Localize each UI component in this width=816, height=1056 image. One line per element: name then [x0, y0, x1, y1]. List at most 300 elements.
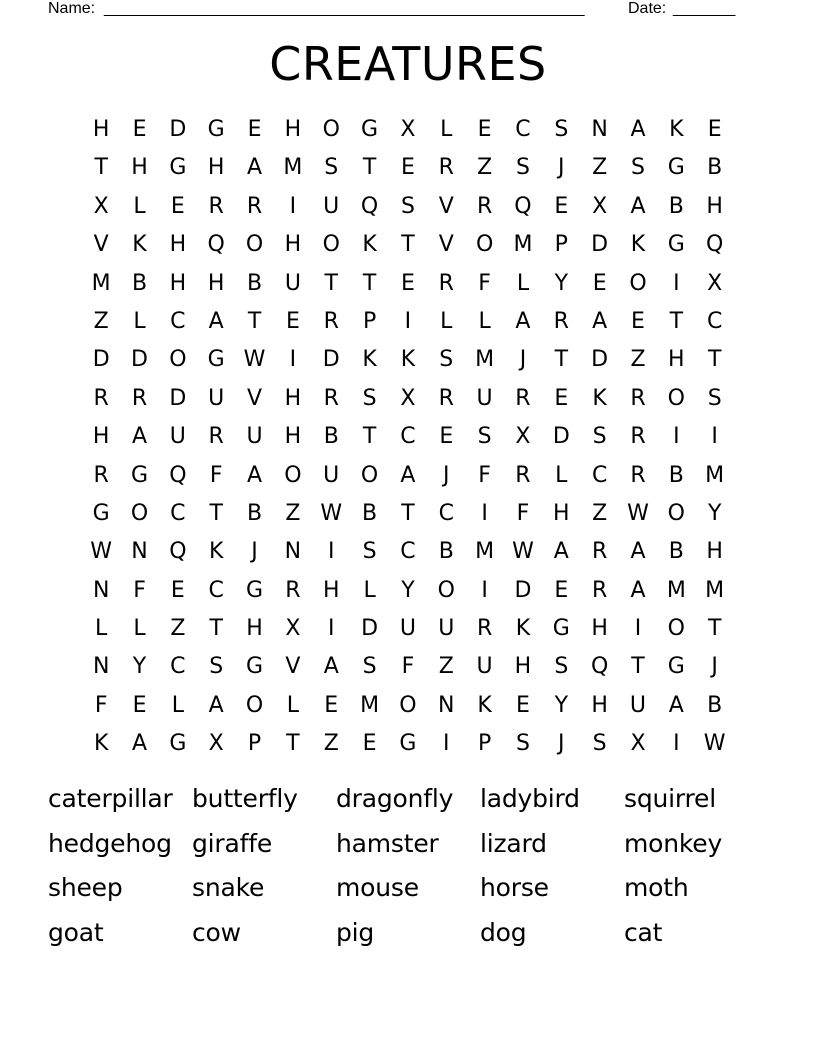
grid-letter: U [208, 385, 225, 411]
grid-letter: A [553, 539, 569, 565]
word-bank-item: hamster [336, 828, 439, 858]
grid-letter: O [130, 500, 149, 526]
grid-letter: R [438, 385, 454, 411]
grid-letter: L [133, 308, 146, 334]
grid-row [82, 111, 734, 149]
grid-letter: E [132, 692, 147, 718]
grid-letter: K [669, 117, 684, 142]
grid-letter: B [438, 539, 454, 565]
grid-letter: L [555, 462, 568, 488]
grid-letter: J [558, 731, 565, 757]
grid-letter: V [247, 385, 263, 411]
grid-letter: U [629, 692, 647, 718]
grid-letter: K [630, 232, 646, 258]
grid-letter: J [443, 462, 450, 488]
word-bank-item: dog [480, 917, 527, 947]
grid-letter: E [170, 577, 185, 603]
grid-letter: H [92, 424, 110, 450]
grid-letter: E [247, 117, 262, 142]
grid-letter: Z [170, 616, 186, 642]
grid-letter: E [400, 270, 415, 296]
grid-letter: I [481, 577, 488, 603]
grid-letter: K [132, 232, 147, 258]
word-bank-item: caterpillar [48, 784, 173, 813]
grid-letter: Z [438, 654, 454, 680]
grid-letter: C [515, 117, 531, 142]
grid-letter: S [631, 155, 645, 181]
grid-letter: M [705, 577, 725, 603]
word-bank-item: moth [624, 873, 689, 903]
grid-letter: L [133, 616, 146, 642]
grid-letter: E [516, 692, 530, 718]
word-bank-row [48, 777, 768, 822]
grid-letter: D [361, 616, 379, 642]
grid-letter: B [707, 155, 723, 181]
grid-letter: T [286, 731, 300, 757]
grid-letter: U [284, 270, 301, 296]
grid-letter: M [513, 232, 533, 258]
grid-letter: R [515, 385, 531, 411]
grid-letter: P [477, 731, 492, 757]
grid-row [82, 188, 734, 226]
grid-letter: O [245, 232, 264, 258]
grid-letter: D [169, 117, 187, 142]
grid-letter: D [514, 577, 532, 603]
word-bank-item: dragonfly [336, 784, 454, 813]
grid-letter: T [209, 500, 223, 526]
grid-letter: O [629, 270, 647, 296]
grid-letter: X [592, 193, 608, 219]
grid-row [82, 572, 734, 610]
grid-letter: S [324, 155, 339, 181]
grid-letter: A [630, 539, 646, 565]
word-bank-item: snake [192, 873, 265, 903]
grid-letter: M [283, 155, 303, 181]
grid-letter: Q [169, 539, 187, 565]
grid-letter: I [711, 424, 718, 450]
grid-letter: M [475, 539, 495, 565]
grid-row [82, 149, 734, 187]
grid-letter: T [707, 347, 722, 373]
grid-letter: U [246, 424, 263, 450]
grid-letter: R [630, 385, 646, 411]
grid-row [82, 265, 734, 303]
grid-letter: Z [477, 155, 493, 181]
grid-letter: E [285, 308, 300, 334]
grid-letter: C [400, 424, 416, 450]
grid-row [82, 303, 734, 341]
grid-letter: G [399, 731, 417, 757]
grid-letter: R [131, 385, 148, 411]
grid-letter: M [360, 692, 380, 718]
grid-letter: U [399, 616, 416, 642]
grid-letter: S [439, 347, 454, 373]
grid-letter: A [131, 731, 148, 757]
grid-letter: H [207, 155, 225, 181]
grid-letter: H [246, 616, 263, 642]
grid-letter: G [130, 462, 149, 488]
grid-letter: T [324, 270, 338, 296]
grid-letter: T [401, 500, 415, 526]
grid-letter: I [673, 270, 680, 296]
grid-row [82, 495, 734, 533]
grid-letter: E [362, 731, 377, 757]
grid-letter: O [169, 347, 187, 373]
grid-letter: Z [323, 731, 339, 757]
date-blank-line: _______ [673, 0, 736, 17]
grid-letter: V [285, 654, 301, 680]
grid-row [82, 648, 734, 686]
word-bank-item: hedgehog [48, 828, 172, 858]
grid-letter: G [667, 232, 685, 258]
grid-letter: F [516, 500, 530, 526]
grid-letter: T [247, 308, 262, 334]
grid-letter: J [251, 539, 258, 565]
grid-letter: K [592, 385, 607, 411]
grid-letter: G [169, 155, 187, 181]
grid-letter: L [516, 270, 530, 296]
grid-letter: Z [93, 308, 109, 334]
grid-letter: O [667, 616, 685, 642]
grid-letter: S [707, 385, 722, 411]
grid-letter: H [207, 270, 225, 296]
grid-letter: R [323, 308, 339, 334]
grid-letter: I [634, 616, 642, 642]
grid-letter: K [515, 616, 531, 642]
grid-letter: H [284, 385, 302, 411]
grid-letter: D [552, 424, 570, 450]
grid-letter: L [440, 308, 453, 334]
grid-letter: E [554, 193, 569, 219]
grid-letter: U [476, 654, 493, 680]
grid-letter: C [170, 654, 186, 680]
grid-letter: B [668, 193, 684, 219]
grid-letter: T [554, 347, 569, 373]
grid-letter: E [170, 193, 185, 219]
grid-letter: A [131, 424, 148, 450]
word-bank-item: monkey [624, 828, 723, 858]
grid-letter: W [627, 500, 649, 526]
grid-letter: C [208, 577, 224, 603]
grid-letter: T [362, 424, 377, 450]
grid-letter: X [93, 193, 109, 219]
grid-letter: W [243, 347, 266, 373]
word-bank-item: butterfly [192, 784, 298, 813]
grid-letter: O [667, 385, 685, 411]
word-bank-item: ladybird [480, 784, 580, 813]
grid-letter: B [707, 692, 723, 718]
grid-row [82, 341, 734, 379]
grid-letter: Z [592, 155, 608, 181]
word-bank-item: goat [48, 917, 104, 947]
grid-letter: R [553, 308, 569, 334]
grid-letter: T [94, 155, 108, 181]
grid-letter: A [247, 462, 263, 488]
grid-letter: R [208, 193, 224, 219]
grid-letter: A [323, 654, 339, 680]
grid-letter: P [362, 308, 377, 334]
grid-letter: G [667, 155, 685, 181]
grid-letter: L [478, 308, 491, 334]
grid-letter: J [711, 654, 718, 680]
grid-letter: F [94, 692, 108, 718]
word-bank-item: squirrel [624, 784, 716, 813]
grid-letter: C [170, 500, 186, 526]
grid-letter: O [245, 692, 264, 718]
grid-letter: P [247, 731, 262, 757]
grid-letter: D [591, 232, 609, 258]
grid-letter: C [438, 500, 454, 526]
grid-letter: H [591, 616, 608, 642]
grid-letter: S [477, 424, 492, 450]
grid-letter: H [591, 692, 608, 718]
grid-letter: S [592, 731, 607, 757]
grid-letter: H [553, 500, 570, 526]
grid-letter: G [552, 616, 570, 642]
grid-letter: O [399, 692, 417, 718]
grid-letter: T [362, 155, 377, 181]
grid-letter: I [673, 731, 680, 757]
grid-letter: O [667, 500, 685, 526]
grid-letter: R [246, 193, 263, 219]
grid-letter: H [131, 155, 148, 181]
grid-letter: B [668, 539, 684, 565]
grid-letter: R [438, 155, 454, 181]
grid-letter: B [668, 462, 684, 488]
grid-letter: Y [707, 500, 722, 526]
grid-letter: I [289, 193, 297, 219]
word-bank-item: lizard [480, 828, 547, 858]
grid-letter: K [93, 731, 109, 757]
grid-letter: G [667, 654, 685, 680]
grid-letter: S [592, 424, 607, 450]
grid-letter: I [327, 539, 335, 565]
grid-letter: F [209, 462, 223, 488]
grid-letter: D [169, 385, 187, 411]
grid-letter: X [515, 424, 531, 450]
page-title: CREATURES [269, 37, 547, 91]
word-bank-item: cow [192, 917, 241, 947]
grid-letter: G [207, 347, 225, 373]
grid-letter: R [438, 270, 454, 296]
grid-letter: D [322, 347, 340, 373]
grid-letter: G [92, 500, 110, 526]
grid-row [82, 457, 734, 495]
grid-row [82, 418, 734, 456]
grid-letter: H [706, 539, 723, 565]
grid-letter: G [246, 654, 264, 680]
grid-letter: B [247, 500, 263, 526]
grid-letter: H [284, 424, 302, 450]
grid-letter: H [284, 232, 302, 258]
grid-letter: H [92, 117, 110, 142]
grid-letter: S [362, 385, 377, 411]
grid-letter: X [285, 616, 301, 642]
grid-letter: O [284, 462, 302, 488]
grid-letter: M [91, 270, 111, 296]
grid-letter: B [131, 270, 148, 296]
grid-letter: X [400, 385, 416, 411]
grid-letter: K [400, 347, 416, 373]
grid-letter: Y [554, 270, 569, 296]
grid-letter: H [322, 577, 340, 603]
grid-letter: E [592, 270, 607, 296]
grid-letter: I [327, 616, 335, 642]
grid-letter: E [477, 117, 492, 142]
grid-row [82, 725, 734, 763]
grid-letter: U [476, 385, 493, 411]
grid-letter: Q [590, 654, 609, 680]
grid-letter: K [477, 692, 492, 718]
grid-letter: A [400, 462, 416, 488]
grid-letter: D [92, 347, 110, 373]
grid-letter: U [438, 616, 455, 642]
grid-letter: H [169, 232, 187, 258]
word-bank-row [48, 866, 768, 911]
grid-letter: L [133, 193, 146, 219]
grid-letter: T [362, 270, 377, 296]
grid-letter: W [320, 500, 343, 526]
grid-letter: K [208, 539, 224, 565]
grid-letter: W [90, 539, 113, 565]
grid-letter: Q [169, 462, 187, 488]
grid-letter: V [438, 232, 454, 258]
grid-letter: A [668, 692, 684, 718]
grid-letter: G [361, 117, 379, 142]
grid-letter: J [558, 155, 565, 181]
grid-letter: R [630, 424, 646, 450]
grid-letter: B [323, 424, 339, 450]
grid-letter: Y [401, 577, 415, 603]
grid-letter: N [284, 539, 302, 565]
grid-letter: S [515, 731, 530, 757]
grid-letter: C [170, 308, 186, 334]
grid-letter: R [476, 193, 493, 219]
grid-letter: F [401, 654, 415, 680]
grid-letter: E [132, 117, 147, 142]
grid-letter: O [475, 232, 494, 258]
grid-letter: O [437, 577, 455, 603]
grid-letter: X [630, 731, 646, 757]
grid-letter: E [707, 117, 722, 142]
name-blank-line: ______________________________________________________ [104, 0, 585, 17]
grid-letter: R [208, 424, 224, 450]
grid-letter: Z [285, 500, 301, 526]
grid-letter: A [630, 193, 646, 219]
grid-letter: S [209, 654, 224, 680]
grid-letter: X [400, 117, 416, 142]
grid-letter: V [438, 193, 454, 219]
grid-row [82, 687, 734, 725]
grid-letter: J [519, 347, 527, 373]
grid-row [82, 226, 734, 264]
grid-letter: Q [360, 193, 379, 219]
grid-letter: R [515, 462, 531, 488]
grid-letter: O [322, 117, 340, 142]
grid-letter: D [131, 347, 148, 373]
grid-letter: E [631, 308, 645, 334]
grid-letter: B [247, 270, 263, 296]
grid-letter: R [591, 577, 608, 603]
date-label: Date: [628, 0, 667, 17]
grid-letter: T [707, 616, 722, 642]
grid-letter: A [630, 117, 646, 142]
grid-letter: N [92, 654, 110, 680]
word-bank-item: horse [480, 873, 549, 903]
grid-row [82, 533, 734, 571]
grid-letter: H [514, 654, 532, 680]
grid-letter: K [362, 347, 377, 373]
grid-letter: R [93, 462, 109, 488]
word-bank-row [48, 911, 768, 956]
grid-letter: Y [554, 692, 569, 718]
grid-letter: M [475, 347, 495, 373]
grid-letter: L [440, 117, 453, 142]
grid-letter: U [169, 424, 186, 450]
grid-letter: R [476, 616, 493, 642]
grid-letter: S [554, 654, 569, 680]
grid-letter: R [630, 462, 646, 488]
grid-letter: A [515, 308, 531, 334]
grid-letter: W [512, 539, 534, 565]
grid-letter: I [673, 424, 680, 450]
word-bank-item: mouse [336, 873, 419, 903]
grid-letter: U [323, 462, 340, 488]
grid-letter: H [284, 117, 302, 142]
grid-letter: H [169, 270, 187, 296]
grid-letter: X [208, 731, 224, 757]
word-bank-item: giraffe [192, 828, 272, 858]
grid-letter: T [401, 232, 415, 258]
grid-letter: I [481, 500, 488, 526]
grid-letter: G [207, 117, 225, 142]
grid-letter: B [362, 500, 378, 526]
grid-letter: T [209, 616, 223, 642]
grid-letter: K [362, 232, 377, 258]
grid-letter: Q [514, 193, 532, 219]
grid-letter: A [208, 308, 224, 334]
grid-letter: N [591, 117, 608, 142]
grid-letter: S [515, 155, 530, 181]
grid-letter: L [95, 616, 108, 642]
grid-letter: M [666, 577, 686, 603]
grid-letter: F [133, 577, 146, 603]
grid-letter: R [93, 385, 109, 411]
grid-letter: H [668, 347, 685, 373]
grid-letter: E [400, 155, 415, 181]
name-date-header [48, 0, 748, 20]
grid-letter: T [669, 308, 684, 334]
grid-letter: A [247, 155, 263, 181]
grid-letter: I [289, 347, 297, 373]
word-bank-row [48, 822, 768, 867]
grid-letter: N [92, 577, 110, 603]
grid-letter: S [400, 193, 415, 219]
grid-letter: E [324, 692, 339, 718]
grid-letter: P [554, 232, 568, 258]
grid-letter: S [362, 654, 377, 680]
grid-letter: D [591, 347, 609, 373]
grid-letter: G [169, 731, 187, 757]
grid-letter: F [478, 270, 491, 296]
grid-letter: E [554, 577, 569, 603]
grid-letter: E [554, 385, 569, 411]
grid-letter: L [171, 692, 184, 718]
grid-letter: S [554, 117, 569, 142]
grid-letter: A [630, 577, 646, 603]
name-label: Name: [48, 0, 96, 17]
grid-letter: A [208, 692, 224, 718]
